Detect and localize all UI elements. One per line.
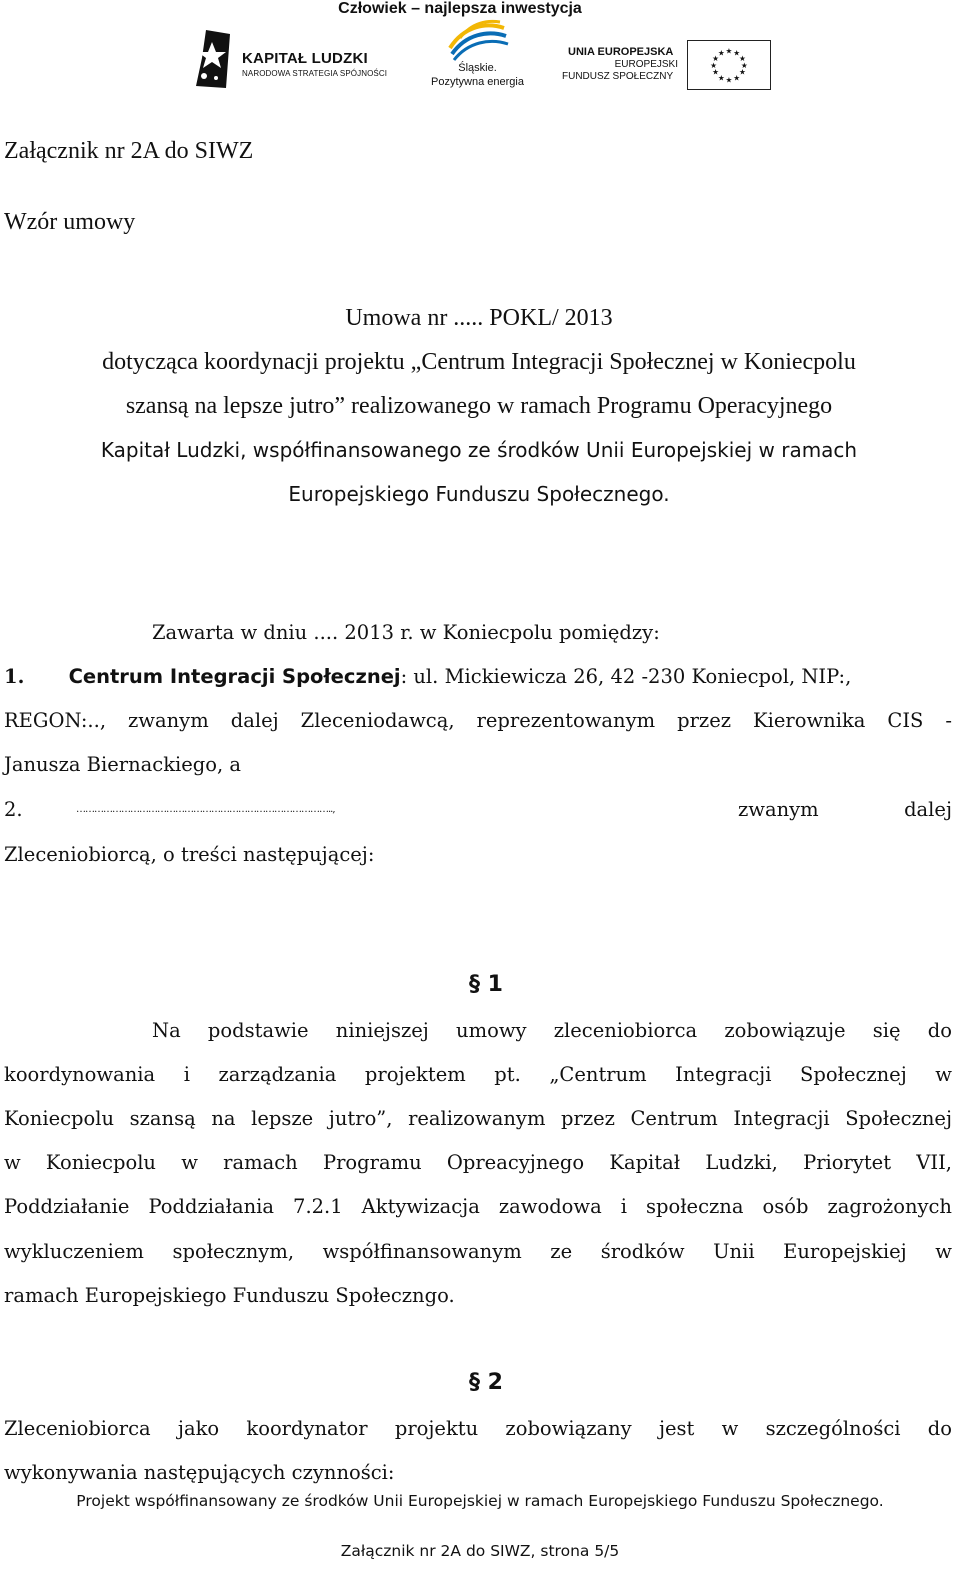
kapital-ludzki-emblem-icon: [192, 28, 232, 92]
party-2-word-2: dalej: [904, 798, 952, 821]
svg-text:★: ★: [712, 67, 720, 77]
section-2-line-1: Zleceniobiorca jako koordynator projektu zobowiązany jest w szczególności do: [4, 1417, 952, 1440]
section-1-line-7: ramach Europejskiego Funduszu Społeczngo.: [4, 1284, 455, 1307]
section-1-line-5: Poddziałanie Poddziałania 7.2.1 Aktywizacja zawodowa i społeczna osób zagrożonych: [4, 1195, 952, 1218]
svg-text:★: ★: [733, 73, 741, 83]
party-1-line-2: REGON:.., zwanym dalej Zleceniodawcą, reprezentowanym przez Kierownika CIS -: [4, 709, 952, 732]
attachment-heading: Załącznik nr 2A do SIWZ: [4, 138, 254, 164]
party-2-line-1: [4, 795, 952, 825]
section-1-line-1: Na podstawie niniejszej umowy zleceniobiorca zobowiązuje się do: [152, 1019, 952, 1042]
section-2-heading: § 2: [469, 1370, 503, 1395]
footer-funding-note: Projekt współfinansowany ze środków Unii Europejskiej w ramach Europejskiego Funduszu Społecznego.: [76, 1492, 884, 1510]
party-2-word-1: zwanym: [738, 798, 819, 821]
kapital-ludzki-subtitle: NARODOWA STRATEGIA SPÓJNOŚCI: [242, 69, 388, 78]
eu-efs-logo: [560, 40, 780, 96]
section-1-line-2: koordynowania i zarządzania projektem pt. „Centrum Integracji Społecznej w: [4, 1063, 952, 1086]
party-2-dots: …………………………………………………………………………..,: [76, 804, 335, 815]
title-line-2: szansą na lepsze jutro” realizowanego w ramach Programu Operacyjnego: [125, 393, 833, 419]
svg-text:★: ★: [710, 60, 718, 70]
svg-text:★: ★: [717, 73, 725, 83]
eu-flag-icon: [687, 40, 771, 90]
party-2-line-2: Zleceniobiorcą, o treści następującej:: [4, 843, 375, 866]
header-motto: Człowiek – najlepsza inwestycja: [338, 0, 582, 17]
template-heading: Wzór umowy: [4, 209, 136, 235]
slaskie-logo: [420, 18, 535, 90]
party-1-name: Centrum Integracji Społecznej: [68, 665, 401, 688]
party-1-line-1: [4, 662, 952, 692]
eu-logo-line1: UNIA EUROPEJSKA: [568, 46, 674, 58]
contract-title-block: [40, 296, 918, 516]
section-1-heading: § 1: [469, 972, 503, 997]
svg-text:★: ★: [725, 75, 733, 85]
title-line-3: Kapitał Ludzki, współfinansowanego ze środków Unii Europejskiej w ramach: [100, 438, 858, 462]
title-line-1: dotycząca koordynacji projektu „Centrum Integracji Społecznej w Koniecpolu: [102, 349, 856, 375]
concluded-line: Zawarta w dniu .... 2013 r. w Koniecpolu pomiędzy:: [152, 621, 660, 644]
contract-number: Umowa nr ..... POKL/ 2013: [345, 305, 613, 331]
svg-text:★: ★: [738, 54, 746, 64]
svg-text:★: ★: [725, 46, 733, 56]
section-1-line-3: Koniecpolu szansą na lepsze jutro”, realizowanym przez Centrum Integracji Społecznej: [4, 1107, 952, 1130]
section-1-line-6: wykluczeniem społecznym, współfinansowanym ze środków Unii Europejskiej w: [4, 1240, 952, 1263]
footer-page-number: Załącznik nr 2A do SIWZ, strona 5/5: [340, 1542, 620, 1560]
party-2-number: 2.: [4, 798, 23, 821]
svg-text:★: ★: [717, 48, 725, 58]
slaskie-tagline: Pozytywna energia: [431, 76, 524, 88]
slaskie-name: Śląskie.: [458, 62, 497, 74]
party-1-number: 1.: [4, 665, 25, 688]
section-1-line-4: w Koniecpolu w ramach Programu Opreacyjnego Kapitał Ludzki, Priorytet VII,: [4, 1151, 952, 1174]
svg-text:★: ★: [712, 54, 720, 64]
svg-text:★: ★: [740, 60, 748, 70]
eu-logo-line3: FUNDUSZ SPOŁECZNY: [562, 71, 674, 82]
kapital-ludzki-logo: [192, 24, 392, 94]
party-1-line-3: Janusza Biernackiego, a: [4, 753, 242, 776]
kapital-ludzki-title: KAPITAŁ LUDZKI: [242, 50, 368, 67]
title-line-4: Europejskiego Funduszu Społecznego.: [288, 482, 670, 506]
party-1-address: : ul. Mickiewicza 26, 42 -230 Koniecpol, NIP:,: [400, 665, 852, 688]
slaskie-emblem-icon: [442, 18, 512, 62]
svg-text:★: ★: [733, 48, 741, 58]
svg-text:★: ★: [738, 67, 746, 77]
section-2-line-2: wykonywania następujących czynności:: [4, 1461, 395, 1484]
eu-logo-line2: EUROPEJSKI: [614, 59, 678, 70]
